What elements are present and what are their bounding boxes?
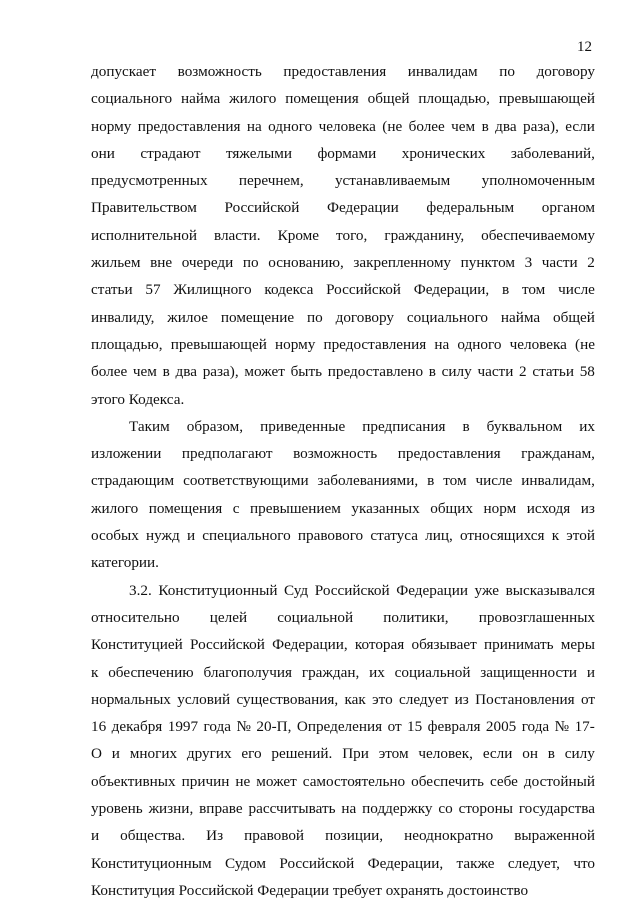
text-line: статьи 57 Жилищного кодекса Российской Федерации, в том числе xyxy=(91,281,595,299)
text-line: страдающим соответствующими заболеваниями, в том числе инвалидам, xyxy=(91,472,595,490)
page-number: 12 xyxy=(577,39,592,55)
text-line: Таким образом, приведенные предписания в буквальном их xyxy=(129,417,595,435)
text-line: Конституция Российской Федерации требует охранять достоинство xyxy=(91,881,529,899)
text-line: норму предоставления на одного человека (не более чем в два раза), если xyxy=(91,117,595,135)
text-line: более чем в два раза), может быть предоставлено в силу части 2 статьи 58 xyxy=(91,363,595,381)
text-line: этого Кодекса. xyxy=(91,390,185,408)
text-line: особых нужд и специального правового статуса лиц, относящихся к этой xyxy=(91,527,595,545)
text-line: инвалиду, жилое помещение по договору социального найма общей xyxy=(91,308,595,326)
text-line: исполнительной власти. Кроме того, гражданину, обеспечиваемому xyxy=(91,226,595,244)
paragraph xyxy=(91,577,595,905)
text-line: к обеспечению благополучия граждан, их социальной защищенности и xyxy=(91,663,595,681)
text-line: относительно целей социальной политики, провозглашенных xyxy=(91,608,595,626)
document-body xyxy=(91,58,595,904)
text-line: социального найма жилого помещения общей площадью, превышающей xyxy=(91,90,595,108)
text-line: площадью, превышающей норму предоставления на одного человека (не xyxy=(91,335,595,353)
paragraph xyxy=(91,413,595,577)
text-line: Конституцией Российской Федерации, которая обязывает принимать меры xyxy=(91,636,595,654)
text-line: 3.2. Конституционный Суд Российской Федерации уже высказывался xyxy=(129,581,595,599)
text-line: уровень жизни, вправе рассчитывать на поддержку со стороны государства xyxy=(91,800,595,818)
text-line: жильем вне очереди по основанию, закрепленному пунктом 3 части 2 xyxy=(91,254,595,272)
text-line: жилого помещения с превышением указанных общих норм исходя из xyxy=(91,499,595,517)
text-line: 16 декабря 1997 года № 20-П, Определения от 15 февраля 2005 года № 17- xyxy=(91,718,595,736)
text-line: О и многих других его решений. При этом человек, если он в силу xyxy=(91,745,595,763)
text-line: категории. xyxy=(91,554,159,572)
text-line: Конституционным Судом Российской Федерации, также следует, что xyxy=(91,854,595,872)
text-line: объективных причин не может самостоятельно обеспечить себе достойный xyxy=(91,772,595,790)
paragraph xyxy=(91,58,595,413)
text-line: предусмотренных перечнем, устанавливаемым уполномоченным xyxy=(91,172,595,190)
text-line: Правительством Российской Федерации федеральным органом xyxy=(91,199,595,217)
text-line: нормальных условий существования, как это следует из Постановления от xyxy=(91,690,595,708)
text-line: изложении предполагают возможность предоставления гражданам, xyxy=(91,445,595,463)
text-line: допускает возможность предоставления инвалидам по договору xyxy=(91,63,595,80)
text-line: они страдают тяжелыми формами хронических заболеваний, xyxy=(91,144,595,162)
text-line: и общества. Из правовой позиции, неоднократно выраженной xyxy=(91,827,595,845)
